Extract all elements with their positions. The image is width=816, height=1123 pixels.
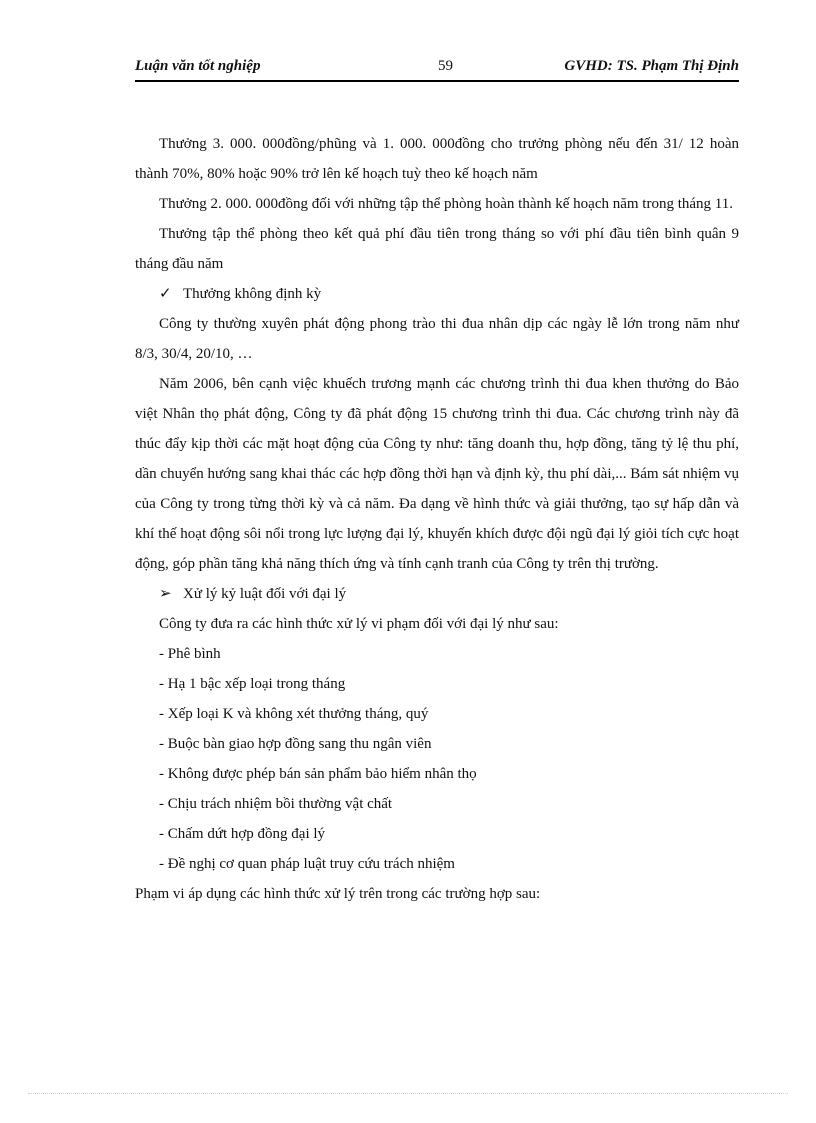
penalty-item: - Đề nghị cơ quan pháp luật truy cứu trách nhiệm (159, 856, 455, 872)
paragraph-bonus-3m: Thưởng 3. 000. 000đồng/phũng và 1. 000. 000đồng cho trưởng phòng nếu đến 31/ 12 hoàn thành 70%, 80% hoặc 90% trở lên kế hoạch tuỳ theo kế hoạch năm (135, 136, 739, 182)
penalty-item: - Xếp loại K và không xét thưởng tháng, quý (159, 706, 429, 722)
check-item-text: Thưởng không định kỳ (183, 286, 322, 302)
header-divider (135, 80, 739, 82)
paragraph-scope: Phạm vi áp dụng các hình thức xử lý trên trong các trường hợp sau: (135, 886, 541, 902)
checkmark-icon: ✓ (159, 286, 172, 302)
check-item (135, 279, 739, 309)
page-bottom-divider (28, 1093, 788, 1094)
penalty-item: - Phê bình (159, 646, 221, 662)
penalty-item: - Buộc bàn giao hợp đồng sang thu ngân viên (159, 736, 432, 752)
paragraph-bonus-collective: Thưởng tập thể phòng theo kết quả phí đầu tiên trong tháng so với phí đầu tiên bình quân 9 tháng đầu năm (135, 226, 739, 272)
document-body (135, 129, 739, 909)
penalty-item: - Hạ 1 bậc xếp loại trong tháng (159, 676, 346, 692)
penalty-item: - Chịu trách nhiệm bồi thường vật chất (159, 796, 393, 812)
page-header (135, 58, 739, 80)
header-thesis-title: Luận văn tốt nghiệp (135, 58, 261, 74)
paragraph-bonus-2m: Thưởng 2. 000. 000đồng đối với những tập thể phòng hoàn thành kế hoạch năm trong tháng 11. (159, 196, 733, 212)
paragraph-penalty-intro: Công ty đưa ra các hình thức xử lý vi phạm đối với đại lý như sau: (159, 616, 559, 632)
penalty-item: - Chấm dứt hợp đồng đại lý (159, 826, 326, 842)
arrow-item-text: Xử lý kỷ luật đối với đại lý (183, 586, 347, 602)
arrow-bullet-icon: ➢ (159, 586, 172, 602)
paragraph-2006: Năm 2006, bên cạnh việc khuếch trương mạnh các chương trình thi đua khen thưởng do Bảo việt Nhân thọ phát động, Công ty đã phát động 15 chương trình thi đua. Các chương trình này đã thúc đẩy kịp thời các mặt hoạt động của Công ty như: tăng doanh thu, hợp đồng, tăng tỷ lệ thu phí, dần chuyển hướng sang khai thác các hợp đồng thời hạn và định kỳ, thu phí dài,... Bám sát nhiệm vụ của Công ty trong từng thời kỳ và cả năm. Đa dạng về hình thức và giải thưởng, tạo sự hấp dẫn và khí thế hoạt động sôi nổi trong lực lượng đại lý, khuyến khích được đội ngũ đại lý giỏi tích cực hoạt động, góp phần tăng khả năng thích ứng và tính cạnh tranh của Công ty trên thị trường. (135, 376, 739, 572)
paragraph-emulation: Công ty thường xuyên phát động phong trào thi đua nhân dịp các ngày lễ lớn trong năm như 8/3, 30/4, 20/10, … (135, 316, 739, 362)
arrow-item (135, 579, 739, 609)
penalty-item: - Không được phép bán sản phẩm bảo hiểm nhân thọ (159, 766, 477, 782)
page-number: 59 (438, 58, 453, 74)
header-supervisor: GVHD: TS. Phạm Thị Định (564, 58, 739, 74)
